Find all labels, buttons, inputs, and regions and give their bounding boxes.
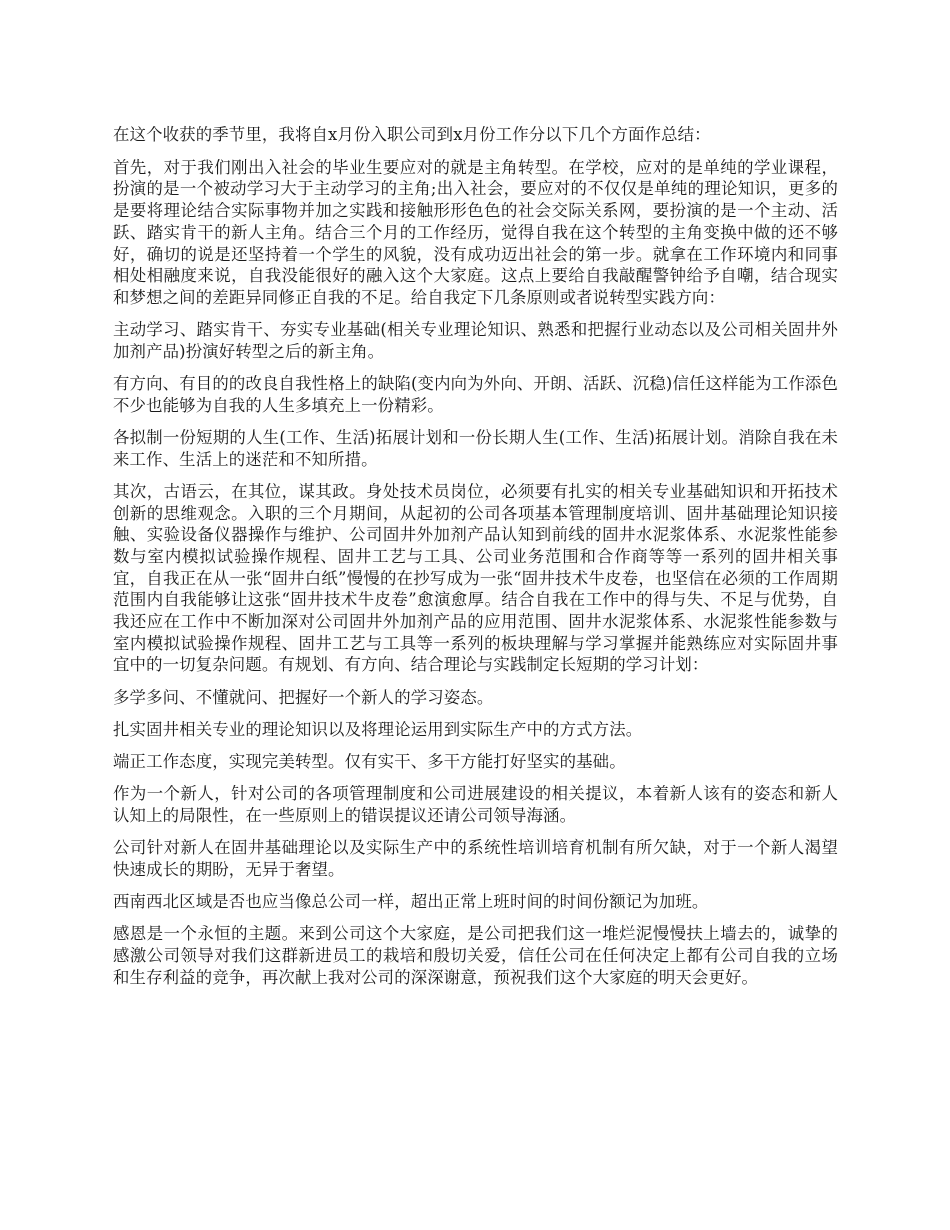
suggestion-item-2: 西南西北区域是否也应当像总公司一样，超出正常上班时间的时间份额记为加班。 xyxy=(113,892,709,912)
gratitude-paragraph: 感恩是一个永恒的主题。来到公司这个大家庭，是公司把我们这一堆烂泥慢慢扶上墙去的，诚挚的感激公司领导对我们这群新进员工的栽培和殷切关爱，信任公司在任何决定上都有公司自我的立场和生存利益的竞争，再次献上我对公司的深深谢意，预祝我们这个大家庭的明天会更好。 xyxy=(113,924,838,987)
suggestions-intro-paragraph: 作为一个新人，针对公司的各项管理制度和公司进展建设的相关提议，本着新人该有的姿态和新人认知上的局限性，在一些原则上的错误提议还请公司领导海涵。 xyxy=(113,784,838,825)
principle-item-2: 有方向、有目的的改良自我性格上的缺陷(变内向为外向、开朗、活跃、沉稳)信任这样能为工作添色不少也能够为自我的人生多填充上一份精彩。 xyxy=(113,374,838,415)
role-transition-paragraph: 首先，对于我们刚出入社会的毕业生要应对的就是主角转型。在学校，应对的是单纯的学业课程，扮演的是一个被动学习大于主动学习的主角;出入社会，要应对的不仅仅是单纯的理论知识，更多的是要将理论结合实际事物并加之实践和接触形形色色的社会交际关系网，要扮演的是一个主动、活跃、踏实肯干的新人主角。结合三个月的工作经历，觉得自我在这个转型的主角变换中做的还不够好，确切的说是还坚持着一个学生的风貌，没有成功迈出社会的第一步。就拿在工作环境内和同事相处相融度来说，自我没能很好的融入这个大家庭。这点上要给自我敲醒警钟给予自嘲，结合现实和梦想之间的差距异同修正自我的不足。给自我定下几条原则或者说转型实践方向： xyxy=(113,157,838,307)
technical-position-paragraph: 其次，古语云，在其位，谋其政。身处技术员岗位，必须要有扎实的相关专业基础知识和开拓技术创新的思维观念。入职的三个月期间，从起初的公司各项基本管理制度培训、固井基础理论知识接触、实验设备仪器操作与维护、公司固井外加剂产品认知到前线的固井水泥浆体系、水泥浆性能参数与室内模拟试验操作规程、固井工艺与工具、公司业务范围和合作商等等一系列的固井相关事宜，自我正在从一张“固井白纸”慢慢的在抄写成为一张“固井技术牛皮卷，也坚信在必须的工作周期范围内自我能够让这张“固井技术牛皮卷”愈演愈厚。结合自我在工作中的得与失、不足与优势，自我还应在工作中不断加深对公司固井外加剂产品的应用范围、固井水泥浆体系、水泥浆性能参数与室内模拟试验操作规程、固井工艺与工具等一系列的板块理解与学习掌握并能熟练应对实际固井事宜中的一切复杂问题。有规划、有方向、结合理论与实践制定长短期的学习计划： xyxy=(113,481,838,675)
study-plan-item-1: 多学多问、不懂就问、把握好一个新人的学习姿态。 xyxy=(113,687,494,707)
principle-item-3: 各拟制一份短期的人生(工作、生活)拓展计划和一份长期人生(工作、生活)拓展计划。消除自我在未来工作、生活上的迷茫和不知所措。 xyxy=(113,427,838,469)
suggestion-item-1: 公司针对新人在固井基础理论以及实际生产中的系统性培训培育机制有所欠缺，对于一个新人渴望快速成长的期盼，无异于奢望。 xyxy=(113,838,838,879)
intro-paragraph: 在这个收获的季节里，我将自x月份入职公司到x月份工作分以下几个方面作总结： xyxy=(113,125,711,144)
principle-item-1: 主动学习、踏实肯干、夯实专业基础(相关专业理论知识、熟悉和把握行业动态以及公司相关固井外加剂产品)扮演好转型之后的新主角。 xyxy=(113,320,838,361)
study-plan-item-3: 端正工作态度，实现完美转型。仅有实干、多干方能打好坚实的基础。 xyxy=(113,752,626,772)
study-plan-item-2: 扎实固井相关专业的理论知识以及将理论运用到实际生产中的方式方法。 xyxy=(113,719,643,739)
